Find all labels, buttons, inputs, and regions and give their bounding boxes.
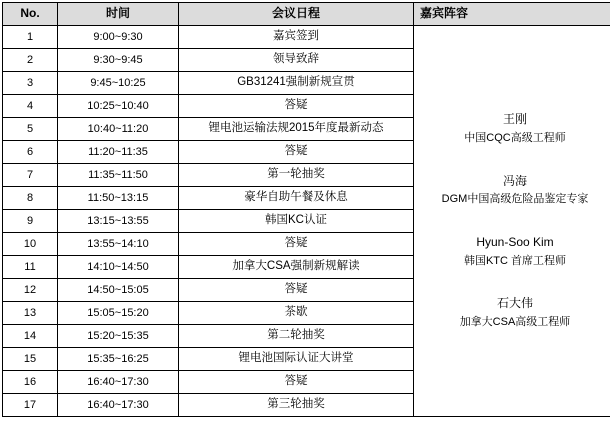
row-no: 17	[3, 394, 58, 417]
row-agenda: 锂电池运输法规2015年度最新动态	[179, 118, 414, 141]
guest-name: 冯海	[502, 173, 527, 188]
guest-title: 中国CQC高级工程师	[464, 131, 566, 144]
row-agenda: 锂电池国际认证大讲堂	[179, 348, 414, 371]
row-no: 1	[3, 26, 58, 49]
column-header-no: No.	[3, 3, 58, 26]
row-agenda: 答疑	[179, 141, 414, 164]
row-time: 11:50~13:15	[58, 187, 179, 210]
row-time: 10:25~10:40	[58, 95, 179, 118]
row-no: 13	[3, 302, 58, 325]
guest-name: 石大伟	[496, 296, 533, 311]
guest-entry	[414, 175, 610, 206]
guest-spacer	[414, 161, 610, 175]
table-header	[3, 3, 610, 26]
row-time: 13:15~13:55	[58, 210, 179, 233]
guest-entry	[414, 113, 610, 144]
row-no: 2	[3, 49, 58, 72]
row-agenda: 第二轮抽奖	[179, 325, 414, 348]
row-time: 10:40~11:20	[58, 118, 179, 141]
row-agenda: 第三轮抽奖	[179, 394, 414, 417]
guest-name: 王刚	[502, 112, 527, 127]
row-time: 14:10~14:50	[58, 256, 179, 279]
row-time: 16:40~17:30	[58, 371, 179, 394]
column-header-guests: 嘉宾阵容	[414, 3, 610, 26]
row-agenda: GB31241强制新规宣贯	[179, 72, 414, 95]
guest-entry	[414, 297, 610, 328]
column-header-agenda: 会议日程	[179, 3, 414, 26]
row-time: 13:55~14:10	[58, 233, 179, 256]
row-agenda: 答疑	[179, 233, 414, 256]
guest-lineup-cell	[414, 26, 610, 417]
row-time: 9:00~9:30	[58, 26, 179, 49]
row-no: 3	[3, 72, 58, 95]
conference-schedule-table	[2, 2, 610, 417]
row-no: 6	[3, 141, 58, 164]
row-time: 11:35~11:50	[58, 164, 179, 187]
row-agenda: 豪华自助午餐及休息	[179, 187, 414, 210]
row-agenda: 答疑	[179, 95, 414, 118]
row-agenda: 嘉宾签到	[179, 26, 414, 49]
row-time: 9:45~10:25	[58, 72, 179, 95]
row-time: 9:30~9:45	[58, 49, 179, 72]
guest-title: 加拿大CSA高级工程师	[459, 316, 571, 329]
row-no: 12	[3, 279, 58, 302]
guest-spacer	[414, 222, 610, 236]
row-no: 5	[3, 118, 58, 141]
row-agenda: 答疑	[179, 279, 414, 302]
guest-entry	[414, 236, 610, 267]
row-no: 15	[3, 348, 58, 371]
header-row	[3, 3, 610, 26]
row-no: 10	[3, 233, 58, 256]
row-agenda: 答疑	[179, 371, 414, 394]
row-agenda: 第一轮抽奖	[179, 164, 414, 187]
row-agenda: 领导致辞	[179, 49, 414, 72]
row-time: 16:40~17:30	[58, 394, 179, 417]
row-no: 14	[3, 325, 58, 348]
guest-name: Hyun-Soo Kim	[476, 235, 554, 249]
row-no: 7	[3, 164, 58, 187]
guest-title: DGM中国高级危险品鉴定专家	[441, 193, 589, 206]
column-header-time: 时间	[58, 3, 179, 26]
table-body	[3, 26, 610, 417]
row-agenda: 韩国KC认证	[179, 210, 414, 233]
row-agenda: 茶歇	[179, 302, 414, 325]
row-time: 15:20~15:35	[58, 325, 179, 348]
row-no: 16	[3, 371, 58, 394]
row-no: 11	[3, 256, 58, 279]
row-time: 11:20~11:35	[58, 141, 179, 164]
row-time: 15:35~16:25	[58, 348, 179, 371]
row-no: 9	[3, 210, 58, 233]
row-agenda: 加拿大CSA强制新规解读	[179, 256, 414, 279]
row-no: 8	[3, 187, 58, 210]
row-no: 4	[3, 95, 58, 118]
guest-title: 韩国KTC 首席工程师	[463, 254, 567, 267]
table-row	[3, 26, 610, 49]
row-time: 15:05~15:20	[58, 302, 179, 325]
row-time: 14:50~15:05	[58, 279, 179, 302]
